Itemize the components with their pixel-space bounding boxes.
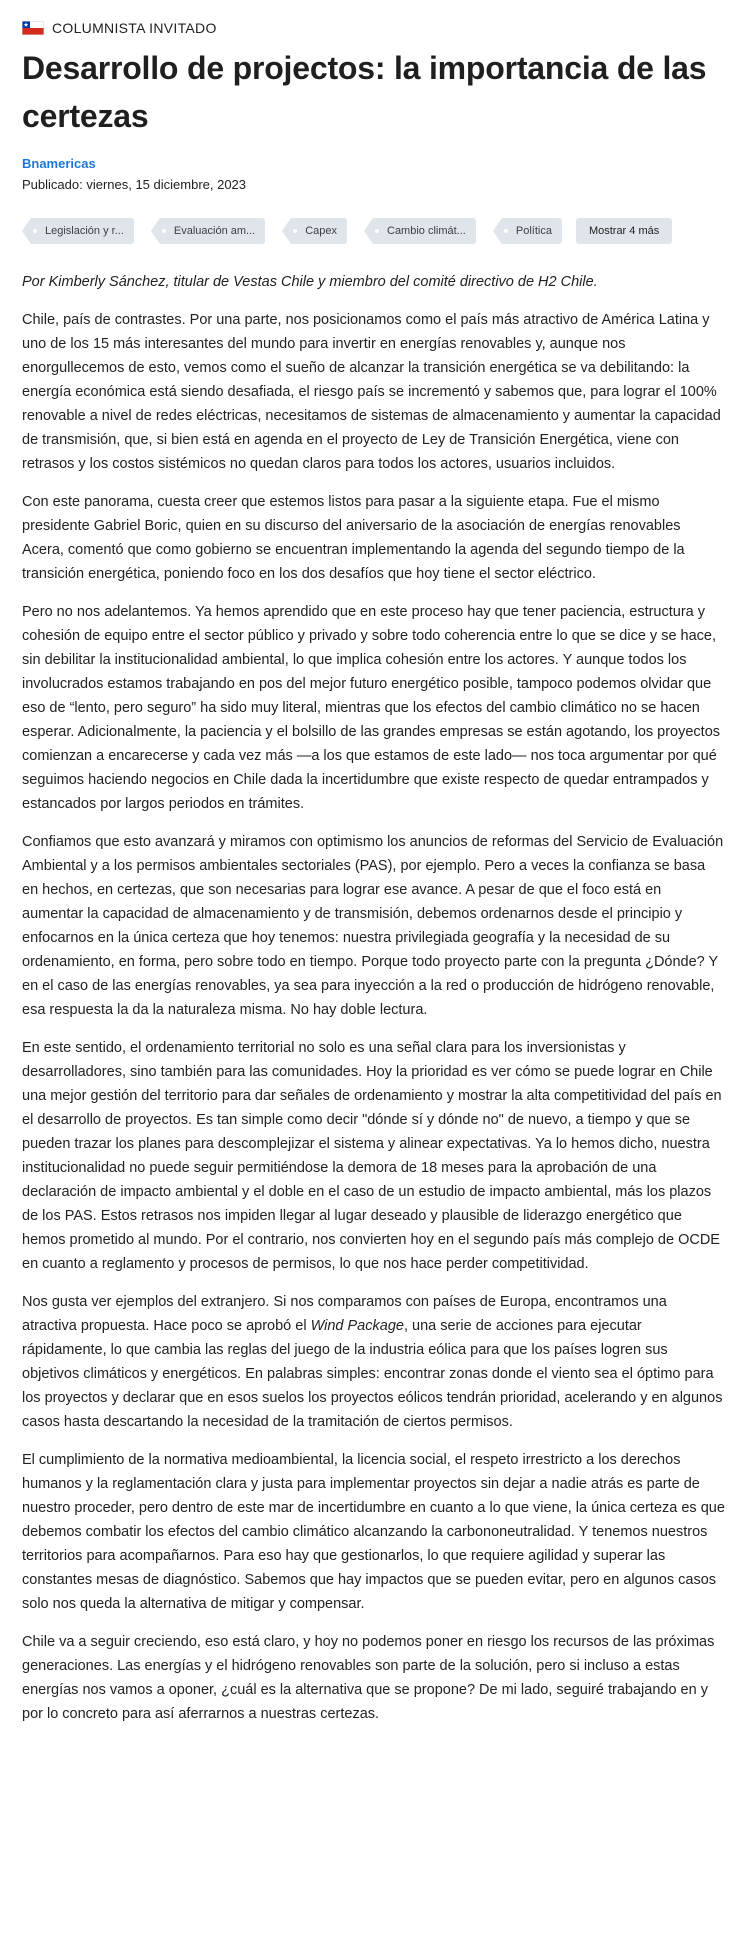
kicker-label: COLUMNISTA INVITADO	[52, 20, 217, 36]
tag-cambio-climatico[interactable]: Cambio climát...	[373, 218, 476, 244]
page-title: Desarrollo de projectos: la importancia de las certezas	[22, 50, 707, 134]
source-link[interactable]: Bnamericas	[22, 156, 96, 171]
article-paragraph: Chile, país de contrastes. Por una parte, nos posicionamos como el país más atractivo de América Latina y uno de los 15 más interesantes del mundo para invertir en energías renovables y, aunque nos enorgullecemos de esto, vemos como el sueño de alcanzar la transición energética se va debilitando: la energía económica está siendo desafiada, el riesgo país se incrementó y sabemos que, para lograr el 100% renovable a nivel de redes eléctricas, necesitamos de sistemas de almacenamiento y aumentar la capacidad de transmisión, que, si bien está en agenda en el proyecto de Ley de Transición Energética, viene con retrasos y los costos sistémicos no quedan claros para todos los actores, usuarios incluidos.	[22, 312, 721, 472]
chile-flag-icon	[22, 21, 44, 35]
article-paragraph: Pero no nos adelantemos. Ya hemos aprendido que en este proceso hay que tener paciencia, estructura y cohesión de equipo entre el sector público y privado y sobre todo coherencia entre lo que se dice y se hace, sin debilitar la institucionalidad ambiental, lo que implica cohesión entre los actores. Y aunque todos los involucrados estamos trabajando en pos del mejor futuro energético posible, tampoco podemos olvidar que eso de “lento, pero seguro” ha sido muy literal, mientras que los efectos del cambio climático no se hacen esperar. Adicionalmente, la paciencia y el bolsillo de las grandes empresas se están agotando, los proyectos comienzan a encarecerse y cada vez más —a los que estamos de este lado— nos toca argumentar por qué seguimos haciendo negocios en Chile dada la incertidumbre que existe respecto de quedar entrampados y estancados por largos periodos en trámites.	[22, 604, 721, 812]
article-paragraph: El cumplimiento de la normativa medioambiental, la licencia social, el respeto irrestricto a los derechos humanos y la reglamentación clara y justa para implementar proyectos sin dejar a nadie atrás es parte de nuestro proceder, pero dentro de este mar de incertidumbre en cuanto a lo que viene, la única certeza es que debemos combatir los efectos del cambio climático alcanzando la carbononeutralidad. Y tenemos nuestros territorios para acompañarnos. Para eso hay que gestionarlos, lo que requiere agilidad y superar las constantes mesas de diagnóstico. Sabemos que hay impactos que se pueden evitar, pero en algunos casos solo nos queda la alternativa de mitigar y compensar.	[22, 1452, 725, 1612]
article-paragraph	[22, 1290, 725, 1434]
article-paragraph: Con este panorama, cuesta creer que estemos listos para pasar a la siguiente etapa. Fue el mismo presidente Gabriel Boric, quien en su discurso del aniversario de la asociación de energías renovables Acera, comentó que como gobierno se encuentran implementando la agenda del segundo tiempo de la transición energética, poniendo foco en los dos desafíos que hoy tiene el sector eléctrico.	[22, 494, 685, 582]
tag-politica[interactable]: Política	[502, 218, 562, 244]
article-paragraph: Chile va a seguir creciendo, eso está claro, y hoy no podemos poner en riesgo los recursos de las próximas generaciones. Las energías y el hidrógeno renovables son parte de la solución, pero si incluso a estas energías nos vamos a oponer, ¿cuál es la alternativa que se propone? De mi lado, seguiré trabajando en y por lo concreto para así aferrarnos a nuestras certezas.	[22, 1634, 715, 1722]
section-kicker	[22, 20, 725, 36]
published-date: Publicado: viernes, 15 diciembre, 2023	[22, 177, 247, 192]
author-byline: Por Kimberly Sánchez, titular de Vestas Chile y miembro del comité directivo de H2 Chile.	[22, 274, 598, 290]
tag-legislacion[interactable]: Legislación y r...	[31, 218, 134, 244]
tag-list	[22, 218, 725, 244]
tag-capex[interactable]: Capex	[291, 218, 347, 244]
paragraph-text: Nos gusta ver ejemplos del extranjero. Si nos comparamos con países de Europa, encontramos una atractiva propuesta. Hace poco se aprobó el	[22, 1294, 667, 1334]
paragraph-text: , una serie de acciones para ejecutar rápidamente, lo que cambia las reglas del juego de la industria eólica para que los países logren sus objetivos climáticos y energéticos. En palabras simples: encontrar zonas donde el viento sea el óptimo para los proyectos y declarar que en esos suelos los proyectos eólicos tendrán prioridad, acelerando y en algunos casos hasta descartando la necesidad de la tramitación de ciertos permisos.	[22, 1318, 723, 1430]
show-more-tags-button[interactable]: Mostrar 4 más	[576, 218, 672, 244]
wind-package-emphasis: Wind Package	[310, 1318, 404, 1334]
article-paragraph: En este sentido, el ordenamiento territorial no solo es una señal clara para los inversionistas y desarrolladores, sino también para las comunidades. Hoy la prioridad es ver cómo se puede lograr en Chile una mejor gestión del territorio para dar señales de ordenamiento y mostrar la alta competitividad del país en el desarrollo de proyectos. Es tan simple como decir "dónde sí y dónde no" de nuevo, a tiempo y que se pueden trazar los planes para descomplejizar el sistema y alinear expectativas. Ya lo hemos dicho, nuestra institucionalidad no puede seguir permitiéndose la demora de 18 meses para la aprobación de una declaración de impacto ambiental y el doble en el caso de un estudio de impacto ambiental, más los plazos de los PAS. Estos retrasos nos impiden llegar al lugar deseado y plausible de liderazgo energético que hemos prometido al mundo. Por el contrario, nos convierten hoy en el segundo país más complejo de OCDE en cuanto a reglamento y procesos de permisos, lo que nos hace perder competitividad.	[22, 1040, 722, 1272]
tag-evaluacion[interactable]: Evaluación am...	[160, 218, 265, 244]
article-paragraph: Confiamos que esto avanzará y miramos con optimismo los anuncios de reformas del Servicio de Evaluación Ambiental y a los permisos ambientales sectoriales (PAS), por ejemplo. Pero a veces la confianza se basa en hechos, en certezas, que son necesarias para lograr ese avance. A pesar de que el foco está en aumentar la capacidad de almacenamiento y de transmisión, debemos ordenarnos desde el principio y enfocarnos en la única certeza que hoy tenemos: nuestra privilegiada geografía y la necesidad de su ordenamiento, en forma, pero sobre todo en tiempo. Porque todo proyecto parte con la pregunta ¿Dónde? Y en el caso de las energías renovables, ya sea para inyección a la red o producción de hidrógeno renovable, esa respuesta la da la naturaleza misma. No hay doble lectura.	[22, 834, 724, 1018]
